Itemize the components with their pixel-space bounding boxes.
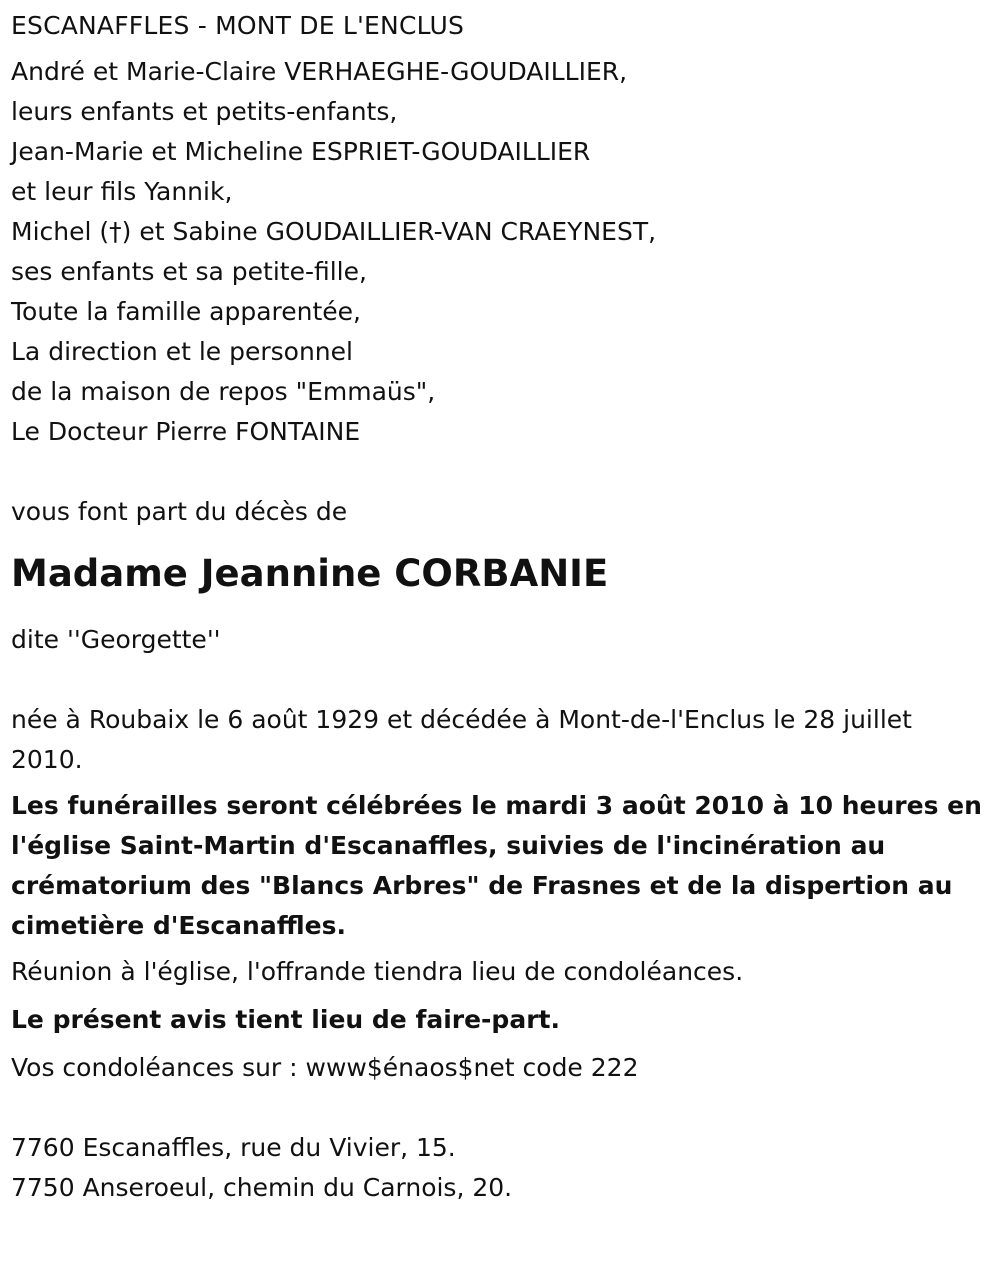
- family-line: Michel (†) et Sabine GOUDAILLIER-VAN CRAEYNEST,: [11, 217, 657, 246]
- family-line: leurs enfants et petits-enfants,: [11, 97, 398, 126]
- address-line: 7760 Escanaffles, rue du Vivier, 15.: [11, 1133, 456, 1162]
- family-line: ses enfants et sa petite-fille,: [11, 257, 367, 286]
- address-line: 7750 Anseroeul, chemin du Carnois, 20.: [11, 1173, 513, 1202]
- condolences-text: Vos condoléances sur : www$énaos$net code 222: [11, 1053, 639, 1082]
- nickname-text: dite ''Georgette'': [11, 625, 221, 654]
- spacer: [11, 660, 986, 700]
- family-line: et leur fils Yannik,: [11, 177, 233, 206]
- place-heading: ESCANAFFLES - MONT DE L'ENCLUS: [11, 11, 465, 40]
- notice-statement: Le présent avis tient lieu de faire-part.: [11, 1005, 560, 1034]
- family-list: [11, 52, 986, 452]
- death-notice: [11, 6, 986, 1208]
- family-line: Le Docteur Pierre FONTAINE: [11, 417, 361, 446]
- deceased-name: Madame Jeannine CORBANIE: [11, 552, 609, 595]
- family-line: André et Marie-Claire VERHAEGHE-GOUDAILLIER,: [11, 57, 628, 86]
- meeting-text: Réunion à l'église, l'offrande tiendra lieu de condoléances.: [11, 957, 744, 986]
- announcement-text: vous font part du décès de: [11, 497, 348, 526]
- birth-death-text: née à Roubaix le 6 août 1929 et décédée à Mont-de-l'Enclus le 28 juillet 2010.: [11, 705, 912, 774]
- spacer: [11, 452, 986, 492]
- family-line: Toute la famille apparentée,: [11, 297, 361, 326]
- family-line: de la maison de repos "Emmaüs",: [11, 377, 436, 406]
- family-line: La direction et le personnel: [11, 337, 353, 366]
- spacer: [11, 1088, 986, 1128]
- funeral-details: Les funérailles seront célébrées le mardi 3 août 2010 à 10 heures en l'église Saint-Martin d'Escanaffles, suivies de l'incinération au crématorium des "Blancs Arbres" de Frasnes et de la dispertion au cimetière d'Escanaffles.: [11, 791, 982, 940]
- address-list: [11, 1128, 986, 1208]
- family-line: Jean-Marie et Micheline ESPRIET-GOUDAILLIER: [11, 137, 591, 166]
